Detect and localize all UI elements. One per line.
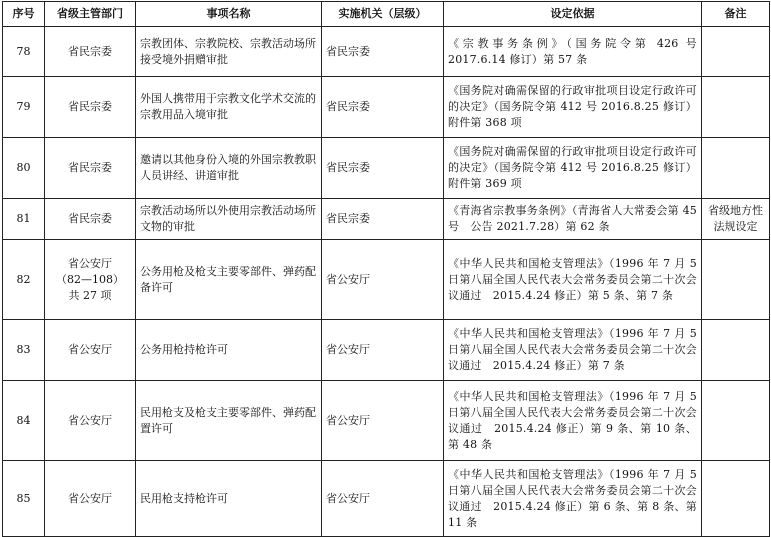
row-note: [702, 138, 770, 199]
table-row: [3, 240, 770, 320]
row-basis: 《青海省宗教事务条例》（青海省人大常委会第 45 号 公告 2021.7.28）第 62 条: [444, 199, 702, 240]
row-no: 84: [3, 381, 45, 461]
row-note: [702, 320, 770, 381]
row-dept: 省民宗委: [45, 138, 136, 199]
row-item: 外国人携带用于宗教文化学术交流的宗教用品入境审批: [136, 77, 322, 138]
header-item: 事项名称: [136, 2, 322, 27]
row-dept: 省民宗委: [45, 77, 136, 138]
header-basis: 设定依据: [444, 2, 702, 27]
row-item: 民用枪支持枪许可: [136, 461, 322, 537]
row-basis: 《国务院对确需保留的行政审批项目设定行政许可的决定》（国务院令第 412 号 2016.8.25 修订）附件第 369 项: [444, 138, 702, 199]
header-note: 备注: [702, 2, 770, 27]
row-dept: 省民宗委: [45, 199, 136, 240]
table-row: [3, 199, 770, 240]
row-no: 81: [3, 199, 45, 240]
row-no: 82: [3, 240, 45, 320]
header-agency: 实施机关（层级）: [322, 2, 444, 27]
row-no: 79: [3, 77, 45, 138]
row-agency: 省民宗委: [322, 77, 444, 138]
row-basis: 《国务院对确需保留的行政审批项目设定行政许可的决定》（国务院令第 412 号 2016.8.25 修订）附件第 368 项: [444, 77, 702, 138]
header-dept: 省级主管部门: [45, 2, 136, 27]
row-agency: 省民宗委: [322, 199, 444, 240]
row-no: 78: [3, 27, 45, 77]
row-item: 宗教活动场所以外使用宗教活动场所文物的审批: [136, 199, 322, 240]
table-row: [3, 27, 770, 77]
row-note: [702, 381, 770, 461]
table-row: [3, 320, 770, 381]
row-no: 83: [3, 320, 45, 381]
row-agency: 省公安厅: [322, 320, 444, 381]
row-agency: 省公安厅: [322, 381, 444, 461]
items-table: [2, 1, 770, 537]
row-item: 公务用枪持枪许可: [136, 320, 322, 381]
row-basis: 《中华人民共和国枪支管理法》（1996 年 7 月 5 日第八届全国人民代表大会常务委员会第二十次会议通过 2015.4.24 修正）第 7 条: [444, 320, 702, 381]
row-dept: 省公安厅: [45, 461, 136, 537]
row-item: 邀请以其他身份入境的外国宗教教职人员讲经、讲道审批: [136, 138, 322, 199]
table-row: [3, 77, 770, 138]
row-basis: 《中华人民共和国枪支管理法》（1996 年 7 月 5 日第八届全国人民代表大会常务委员会第二十次会议通过 2015.4.24 修正）第 6 条、第 8 条、第 11 条: [444, 461, 702, 537]
row-item: 公务用枪及枪支主要零部件、弹药配备许可: [136, 240, 322, 320]
row-agency: 省民宗委: [322, 138, 444, 199]
row-agency: 省公安厅: [322, 240, 444, 320]
table-row: [3, 381, 770, 461]
row-item: 民用枪支及枪支主要零部件、弹药配置许可: [136, 381, 322, 461]
row-basis: 《中华人民共和国枪支管理法》（1996 年 7 月 5 日第八届全国人民代表大会常务委员会第二十次会议通过 2015.4.24 修正）第 5 条、第 7 条: [444, 240, 702, 320]
row-note: [702, 77, 770, 138]
row-agency: 省公安厅: [322, 461, 444, 537]
row-dept: 省公安厅: [45, 320, 136, 381]
row-note: [702, 27, 770, 77]
row-item: 宗教团体、宗教院校、宗教活动场所接受境外捐赠审批: [136, 27, 322, 77]
row-basis: 《宗教事务条例》（国务院令第 426 号 2017.6.14 修订）第 57 条: [444, 27, 702, 77]
row-no: 85: [3, 461, 45, 537]
row-dept: 省民宗委: [45, 27, 136, 77]
table-row: [3, 138, 770, 199]
table-row: [3, 461, 770, 537]
header-no: 序号: [3, 2, 45, 27]
row-dept: 省公安厅: [45, 381, 136, 461]
row-no: 80: [3, 138, 45, 199]
row-basis: 《中华人民共和国枪支管理法》（1996 年 7 月 5 日第八届全国人民代表大会常务委员会第二十次会议通过 2015.4.24 修正）第 9 条、第 10 条、第 48 条: [444, 381, 702, 461]
row-dept: 省公安厅 （82—108） 共 27 项: [45, 240, 136, 320]
row-agency: 省民宗委: [322, 27, 444, 77]
row-note: [702, 461, 770, 537]
row-note: [702, 240, 770, 320]
row-note: 省级地方性法规设定: [702, 199, 770, 240]
header-row: [3, 2, 770, 27]
